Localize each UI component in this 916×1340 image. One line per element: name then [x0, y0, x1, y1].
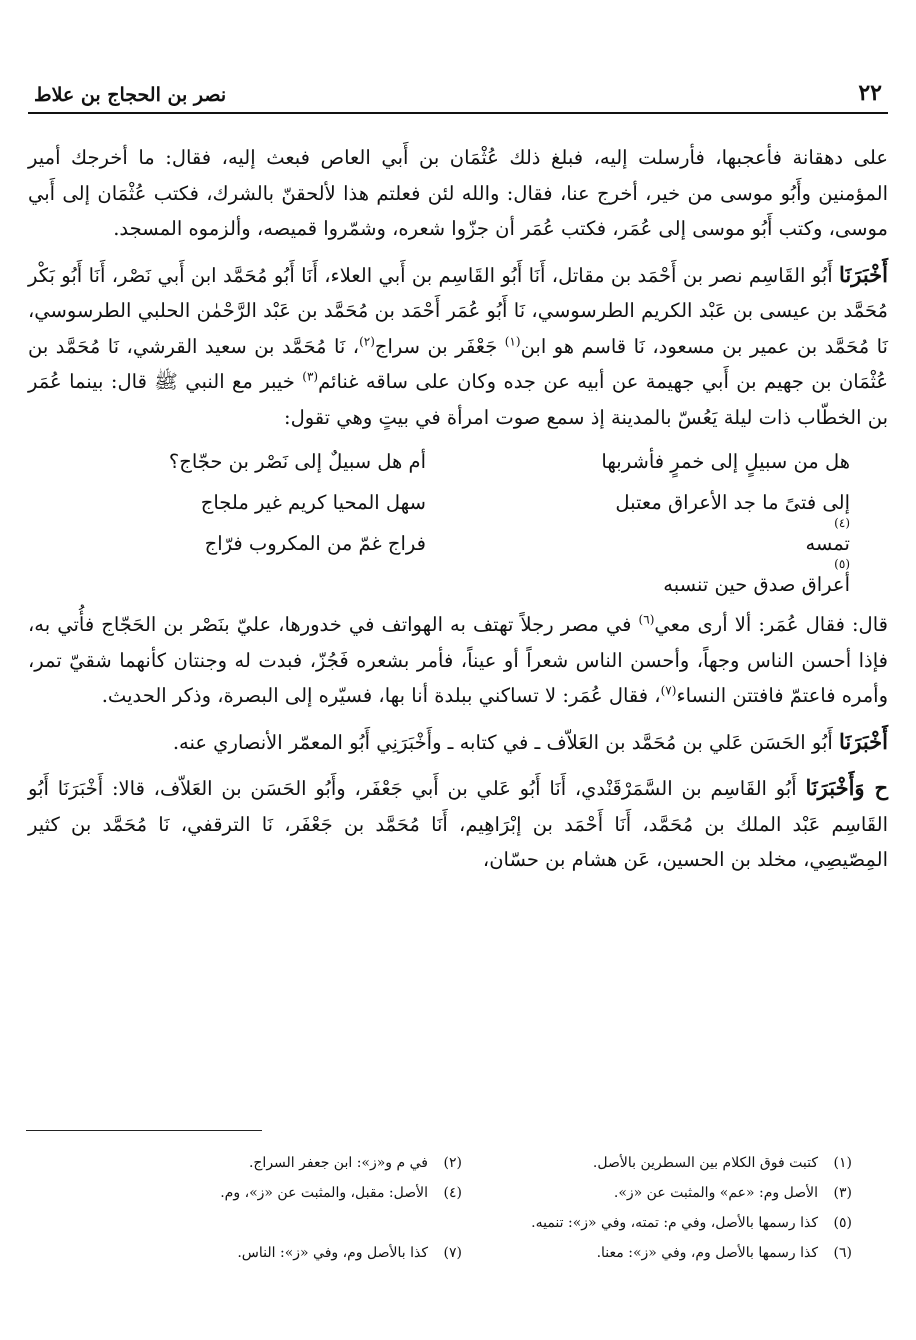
paragraph-text: أَبُو القَاسِم نصر بن أَحْمَد بن مقاتل، أَنَا أَبُو القَاسِم بن أَبي العلاء، أَنَا أَبُو مُحَمَّد ابن أَبي نَصْر، أَنَا أَبُو بَكْر مُحَمَّد بن عيسى بن عَبْد الكريم الطرسوسي، نَا أَبُو عُمَر أَحْمَد بن مُحَمَّد بن عَبْد الرَّحْمٰن الحلبي الطرسوسي، نَا مُحَمَّد بن عمير بن مسعود، نَا قاسم هو ابن	[28, 263, 888, 358]
footnote-text: كذا رسمها بالأصل، وفي م: تمته، وفي «ز»: تنميه.	[531, 1215, 818, 1231]
footnote-number: (٤)	[443, 1185, 462, 1201]
footnote-ref: (٦)	[638, 612, 655, 627]
footnote-ref: (١)	[504, 334, 521, 348]
isnad-paragraph	[28, 257, 888, 436]
footnote-text: كتبت فوق الكلام بين السطرين بالأصل.	[592, 1155, 818, 1171]
footnote-number: (٣)	[833, 1185, 852, 1201]
paragraph: على دهقانة فأعجبها، فأرسلت إليه، فبلغ ذلك عُثْمَان بن أَبي العاص فبعث إليه، فقال: ما أخرجك أمير المؤمنين وأَبُو موسى من خير، أخرج عنا، فقال: والله لئن فعلتم هذا لألحقنّ بالشرك، فكتب عُثْمَان إلى أَبي موسى، وكتب أَبُو موسى إلى عُمَر، فكتب عُمَر أن جزّوا شعره، وشمّروا قميصه، وألزموه المسجد.	[28, 146, 888, 240]
paragraph-text: أَبُو القَاسِم بن السَّمَرْقَنْدي، أَنَا أَبُو عَلي بن أَبي جَعْفَر، وأَبُو الحَسَن بن العَلاّف، قالا: أَخْبَرَنَا أَبُو القَاسِم عَبْد الملك بن مُحَمَّد، أَنَا أَحْمَد بن إبْرَاهِيم، أَنَا مُحَمَّد بن جَعْفَر، نَا الترقفي، نَا مُحَمَّد بن كثير المِصّيصِي، مخلد بن الحسين، عَن هشام بن حسّان،	[28, 777, 888, 871]
verse-line	[28, 441, 888, 482]
paragraph-text: ، نَا مُحَمَّد بن سعيد القرشي، نَا مُحَمَّد بن عُثْمَان بن جهيم بن أَبي جهيمة عن أبيه عن جده وكان على ساقه غنائم	[28, 334, 889, 393]
hemistich-text: إلى فتىً ما جد الأعراق معتبل	[615, 491, 850, 514]
lead-word: أَخْبَرَنَا	[839, 261, 888, 287]
paragraph-text: في مصر رجلاً تهتف به الهواتف في خدورها، عليّ بنَصْر بن الحَجّاج فأُتي به، فإذا أحسن الناس وجهاً، وأحسن الناس شعراً أو عيناً، فأمر بشعره فَجُزّ، فبدت له وجنتان كأنهما شقيّ تمر، وأمره فاعتمّ فافتتن النساء	[28, 613, 888, 707]
footnote	[462, 1238, 852, 1268]
lead-word: ح وَأَخْبَرَنَا	[805, 775, 889, 800]
second-hemistich: أم هل سبيلٌ إلى نَصْر بن حجّاج؟	[168, 450, 426, 473]
hemistich-text: تمسه	[805, 532, 850, 555]
footnote-text: الأصل وم: «عم» والمثبت عن «ز».	[613, 1185, 818, 1201]
paragraph-text: جَعْفَر بن سراج	[374, 334, 505, 358]
isnad-paragraph	[28, 724, 888, 761]
first-hemistich	[510, 441, 850, 482]
paragraph-text: أَبُو الحَسَن عَلي بن مُحَمَّد بن العَلاّف ـ في كتابه ـ وأَخْبَرَنِي أَبُو المعمّر الأنصاري عنه.	[172, 730, 840, 754]
isnad-paragraph	[28, 770, 888, 878]
footnote-number: (٧)	[443, 1245, 462, 1261]
verse-line	[28, 482, 888, 530]
footnote-row	[60, 1238, 852, 1268]
paragraph-text: ، فقال عُمَر: لا تساكني ببلدة أنا بها، فسيّره إلى البصرة، وذكر الحديث.	[101, 684, 661, 707]
footnote	[72, 1148, 462, 1178]
footnote-divider	[26, 1130, 262, 1131]
footnote-ref: (٣)	[302, 369, 319, 384]
running-title: نصر بن الحجاج بن علاط	[34, 84, 227, 106]
book-page	[28, 80, 888, 878]
footnote-text: كذا رسمها بالأصل وم، وفي «ز»: معنا.	[596, 1245, 818, 1261]
poem	[28, 441, 888, 605]
footnote-number: (٦)	[833, 1245, 852, 1261]
footnote-text: في م و«ز»: ابن جعفر السراج.	[248, 1155, 428, 1171]
lead-word: أَخْبَرَنَا	[839, 728, 888, 754]
paragraph-text: خيبر مع النبي ﷺ قال: بينما عُمَر بن الخطّاب ذات ليلة يَعُسّ بالمدينة إذ سمع صوت امرأة في بيتٍ وهي تقول:	[28, 370, 888, 429]
footnote	[60, 1208, 852, 1238]
footnote-ref: (٢)	[359, 334, 375, 348]
second-hemistich: فراج غمّ من المكروب فرّاج	[204, 532, 426, 555]
footnote-ref: (٧)	[660, 683, 677, 698]
footnote-number: (٢)	[443, 1155, 462, 1171]
page-number: ٢٢	[858, 80, 882, 106]
hemistich-text: هل من سبيلٍ إلى خمرٍ فأشربها	[601, 450, 850, 473]
page-header	[28, 80, 888, 114]
footnote-row	[60, 1148, 852, 1178]
footnote-number: (٥)	[833, 1215, 852, 1231]
footnote	[72, 1178, 462, 1208]
footnote-text: كذا بالأصل وم، وفي «ز»: الناس.	[237, 1245, 428, 1261]
footnote	[462, 1148, 852, 1178]
footnote	[462, 1178, 852, 1208]
footnote-number: (١)	[833, 1155, 852, 1171]
paragraph	[28, 607, 888, 714]
second-hemistich: سهل المحيا كريم غير ملجاج	[200, 491, 426, 514]
first-hemistich: تمسه (٥) أعراق صدق حين تنسبه	[510, 523, 850, 605]
footnote	[72, 1238, 462, 1268]
footnote-row	[60, 1178, 852, 1208]
footnotes	[60, 1148, 852, 1268]
hemistich-text: أعراق صدق حين تنسبه	[663, 573, 850, 596]
footnote-row	[60, 1208, 852, 1238]
verse-line	[28, 523, 888, 605]
footnote-text: الأصل: مقبل، والمثبت عن «ز»، وم.	[220, 1185, 428, 1201]
paragraph-text: قال: فقال عُمَر: ألا أرى معي	[654, 613, 888, 636]
first-hemistich: إلى فتىً ما جد الأعراق معتبل (٤)	[510, 482, 850, 523]
main-text	[28, 140, 888, 878]
